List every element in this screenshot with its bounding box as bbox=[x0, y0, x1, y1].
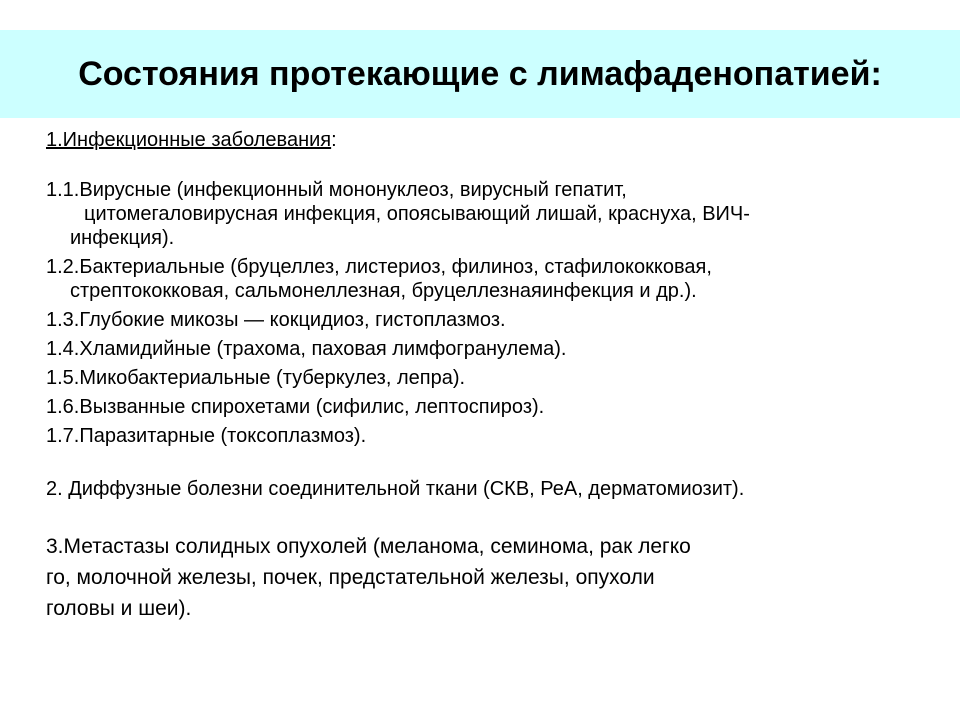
section2-text: 2. Диффузные болезни соединительной ткани (СКВ, РеА, дерматомиозит). bbox=[46, 478, 745, 500]
item-1-3: 1.3.Глубокие микозы — кокцидиоз, гистоплазмоз. bbox=[46, 309, 506, 331]
title-band bbox=[0, 30, 960, 118]
section1-heading-colon: : bbox=[331, 129, 337, 151]
section1-heading-text: 1.Инфекционные заболевания bbox=[46, 129, 332, 151]
item-1-4: 1.4.Хламидийные (трахома, паховая лимфогранулема). bbox=[46, 338, 567, 360]
section3-line3: головы и шеи). bbox=[46, 597, 192, 620]
item-1-2-line2: стрептококковая, сальмонеллезная, бруцеллезнаяинфекция и др.). bbox=[70, 280, 697, 302]
section3-line2: го, молочной железы, почек, предстательной железы, опухоли bbox=[46, 566, 655, 589]
item-1-1-line1: 1.1.Вирусные (инфекционный мононуклеоз, вирусный гепатит, bbox=[46, 179, 627, 201]
section3-line1: 3.Метастазы солидных опухолей (меланома, семинома, рак легко bbox=[46, 535, 691, 558]
item-1-7: 1.7.Паразитарные (токсоплазмоз). bbox=[46, 425, 367, 447]
item-1-1-line2: цитомегаловирусная инфекция, опоясывающий лишай, краснуха, ВИЧ- bbox=[84, 203, 750, 225]
item-1-2-line1: 1.2.Бактериальные (бруцеллез, листериоз, филиноз, стафилококковая, bbox=[46, 256, 712, 278]
item-1-6: 1.6.Вызванные спирохетами (сифилис, лептоспироз). bbox=[46, 396, 545, 418]
slide-content bbox=[46, 128, 936, 624]
slide-title: Состояния протекающие с лимафаденопатией: bbox=[78, 54, 882, 93]
section1-heading bbox=[46, 128, 936, 152]
item-1-5: 1.5.Микобактериальные (туберкулез, лепра). bbox=[46, 367, 466, 389]
item-1-1-line3: инфекция). bbox=[70, 227, 175, 249]
